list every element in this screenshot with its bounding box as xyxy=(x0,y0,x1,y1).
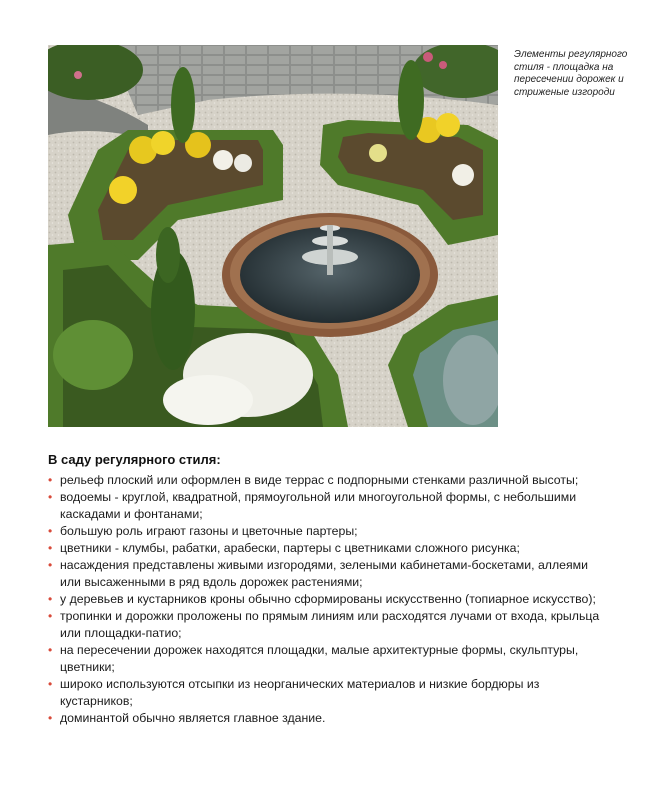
list-item xyxy=(46,557,606,591)
list-item xyxy=(46,540,606,557)
bullet-icon: • xyxy=(48,677,53,691)
section-heading: В саду регулярного стиля: xyxy=(48,452,221,467)
bullet-icon: • xyxy=(48,643,53,657)
bullet-icon: • xyxy=(48,541,53,555)
round-fountain xyxy=(222,213,438,337)
bullet-icon: • xyxy=(48,609,53,623)
list-item xyxy=(46,523,606,540)
list-item xyxy=(46,608,606,642)
list-item xyxy=(46,489,606,523)
bullet-icon: • xyxy=(48,473,53,487)
list-item xyxy=(46,472,606,489)
list-item xyxy=(46,710,606,727)
list-item-text: тропинки и дорожки проложены по прямым линиям или расходятся лучами от входа, крыльца или площадки-патио; xyxy=(60,609,600,640)
list-item xyxy=(46,642,606,676)
garden-photo xyxy=(48,45,498,427)
bullet-icon: • xyxy=(48,711,53,725)
figure-caption: Элементы регулярного стиля - площадка на пересечении дорожек и стриженые изгороди xyxy=(514,49,628,98)
bullet-icon: • xyxy=(48,490,53,504)
bullet-icon: • xyxy=(48,524,53,538)
bullet-icon: • xyxy=(48,592,53,606)
list-item-text: большую роль играют газоны и цветочные партеры; xyxy=(60,524,358,538)
feature-list xyxy=(46,472,606,727)
list-item-text: широко используются отсыпки из неорганических материалов и низкие бордюры из кустарников; xyxy=(60,677,540,708)
list-item-text: рельеф плоский или оформлен в виде террас с подпорными стенками различной высоты; xyxy=(60,473,579,487)
list-item xyxy=(46,591,606,608)
list-item-text: у деревьев и кустарников кроны обычно сформированы искусственно (топиарное искусство); xyxy=(60,592,596,606)
bullet-icon: • xyxy=(48,558,53,572)
list-item-text: водоемы - круглой, квадратной, прямоугольной или многоугольной формы, с небольшими каскадами и фонтанами; xyxy=(60,490,577,521)
list-item-text: насаждения представлены живыми изгородями, зелеными кабинетами-боскетами, аллеями или высаженными в ряд вдоль дорожек растениями; xyxy=(60,558,588,589)
list-item-text: на пересечении дорожек находятся площадки, малые архитектурные формы, скульптуры, цветники; xyxy=(60,643,579,674)
list-item xyxy=(46,676,606,710)
list-item-text: доминантой обычно является главное здание. xyxy=(60,711,326,725)
formal-garden-illustration xyxy=(48,45,498,427)
list-item-text: цветники - клумбы, рабатки, арабески, партеры с цветниками сложного рисунка; xyxy=(60,541,520,555)
